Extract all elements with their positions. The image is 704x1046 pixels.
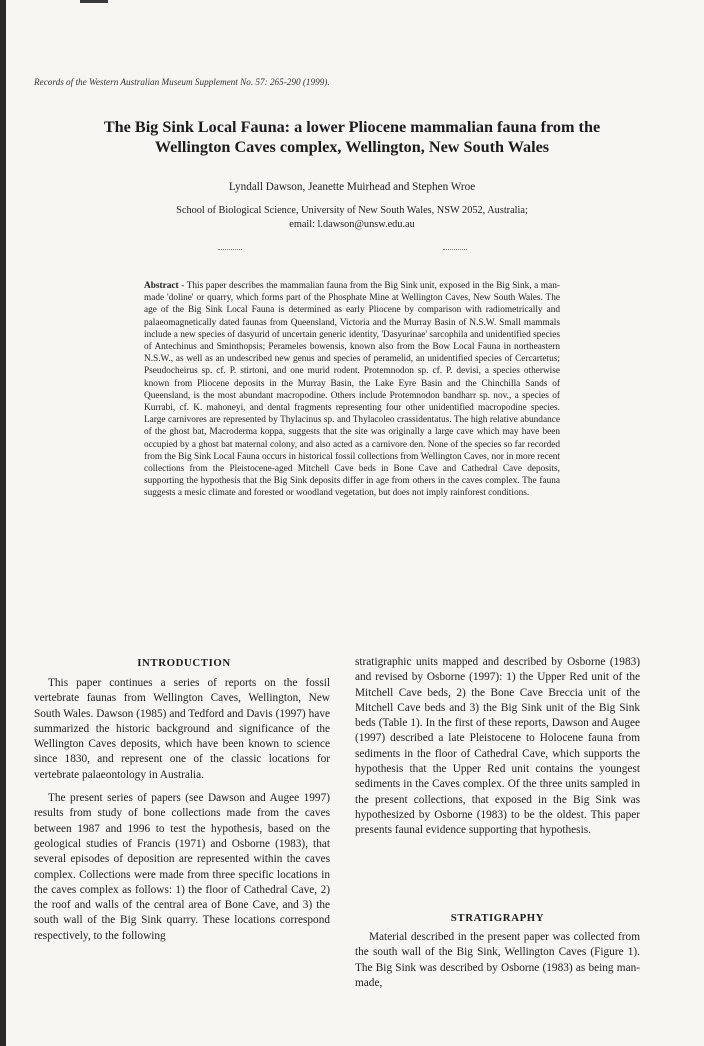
paper-title-line-2: Wellington Caves complex, Wellington, New South Wales xyxy=(154,138,550,156)
received-date-mark xyxy=(218,249,242,251)
scan-artifact xyxy=(80,0,108,3)
abstract-text: - This paper describes the mammalian fauna from the Big Sink unit, exposed in the Big Sink, a man-made 'doline' or quarry, which forms part of the Phosphate Mine at Wellington Caves, New South Wales. The age of the Big Sink Local Fauna is determined as early Pliocene by comparison with radiometrically and palaeomagnetically dated faunas from Queensland, Victoria and the Murray Basin of N.S.W. Small mammals include a new species of dasyurid of uncertain generic identity, 'Dasyurinae' sarcophila and unidentified species of Antechinus and Sminthopsis; Perameles bowensis, known also from the Bow Local Fauna in northeastern N.S.W., as well as an undescribed new genus and species of peramelid, an unidentified species of Cercartetus; Pseudocheirus sp. cf. P. stirtoni, and one murid rodent. Protemnodon sp. cf. P. devisi, a species otherwise known from Pliocene deposits in the Murray Basin, the Lake Eyre Basin and the Chinchilla Sands of Queensland, is the most abundant macropodine. Others include Protemnodon bandharr sp. nov., a species of Kurrabi, cf. K. mahoneyi, and dental fragments representing four other unidentified macropodine species. Large carnivores are represented by Thylacinus sp. and Thylacoleo crassidentatus. The high relative abundance of the ghost bat, Macroderma koppa, suggests that the site was originally a large cave which may have been occupied by a ghost bat maternal colony, and also acted as a carnivore den. None of the species so far recorded from the Big Sink Local Fauna occurs in historical fossil collections from Wellington Caves, nor in more recent collections from the Pleistocene-aged Mitchell Cave beds in Bone Cave and Cathedral Cave deposits, supporting the hypothesis that the Big Sink deposits differ in age from others in the caves complex. The fauna suggests a mesic climate and forested or woodland vegetation, but does not imply rainforest conditions. xyxy=(144,281,560,499)
paper-title xyxy=(40,117,664,157)
abstract-label: Abstract xyxy=(144,281,179,291)
abstract xyxy=(144,280,560,500)
right-column-body xyxy=(355,655,640,839)
introduction-heading: INTRODUCTION xyxy=(137,657,231,669)
stratigraphy-body xyxy=(355,930,640,991)
journal-reference: Records of the Western Australian Museum Supplement No. 57: 265-290 (1999). xyxy=(34,77,330,87)
affiliation xyxy=(40,204,664,232)
accepted-date-mark xyxy=(443,249,467,251)
paper-title-line-1: The Big Sink Local Fauna: a lower Pliocene mammalian fauna from the xyxy=(103,118,601,136)
right-column-paragraph: stratigraphic units mapped and described by Osborne (1983) and revised by Osborne (1997): 1) the Upper Red unit of the Mitchell Cave beds, 2) the Bone Cave Breccia unit of the Mitchell Cave beds and 3) the Big Sink unit of the Big Sink beds (Table 1). In the first of these reports, Dawson and Augee (1997) described a late Pleistocene to Holocene fauna from sediments in the floor of Cathedral Cave, which supports the hypothesis that the Upper Red unit contains the youngest sediments in the Caves complex. Of the three units sampled in the present collections, that exposed in the Big Sink was hypothesized by Osborne (1983) to be the oldest. This paper presents faunal evidence supporting that hypothesis. xyxy=(355,656,640,837)
affiliation-email: email: l.dawson@unsw.edu.au xyxy=(289,219,415,230)
introduction-body xyxy=(34,676,330,944)
affiliation-institution: School of Biological Science, University of New South Wales, NSW 2052, Australia; xyxy=(176,205,528,216)
stratigraphy-heading: STRATIGRAPHY xyxy=(450,912,545,924)
scan-border xyxy=(0,0,6,1046)
author-list: Lyndall Dawson, Jeanette Muirhead and Stephen Wroe xyxy=(228,181,476,193)
stratigraphy-paragraph: Material described in the present paper was collected from the south wall of the Big Sink, Wellington Caves (Figure 1). The Big Sink was described by Osborne (1983) as being man-made, xyxy=(355,931,640,989)
introduction-paragraph-1: This paper continues a series of reports on the fossil vertebrate faunas from Wellington Caves, Wellington, New South Wales. Dawson (1985) and Tedford and Davis (1997) have summarized the historic background and significance of the Wellington Caves deposits, which have been known to science since 1830, and represent one of the classic locations for vertebrate palaeontology in Australia. xyxy=(34,677,330,781)
introduction-paragraph-2: The present series of papers (see Dawson and Augee 1997) results from study of bone collections made from the caves between 1987 and 1996 to test the hypothesis, based on the geological studies of Francis (1971) and Osborne (1983), that several episodes of deposition are represented within the caves complex. Collections were made from three specific locations in the caves complex as follows: 1) the floor of Cathedral Cave, 2) the roof and walls of the central area of Bone Cave, and 3) the south wall of the Big Sink quarry. These locations correspond respectively, to the following xyxy=(34,792,330,942)
